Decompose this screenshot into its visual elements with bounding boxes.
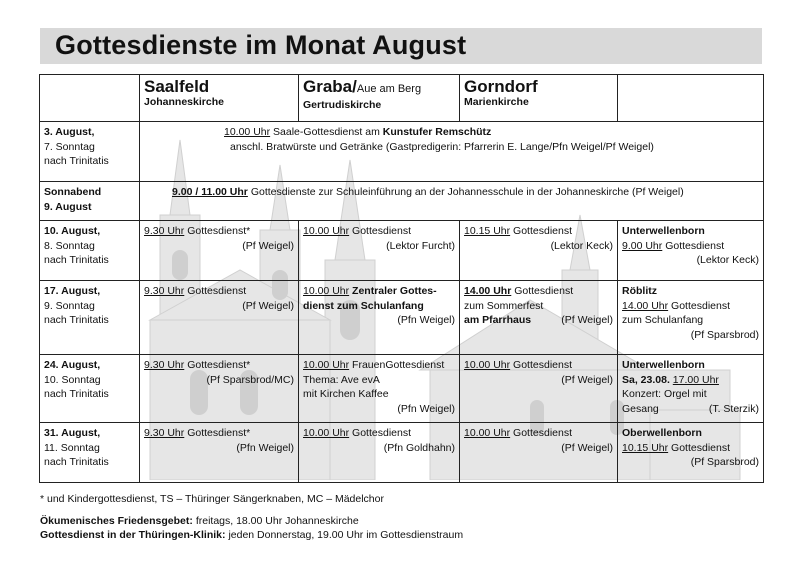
event-pastor: (Pf Weigel) bbox=[561, 373, 613, 386]
table-row bbox=[40, 423, 764, 483]
header-empty bbox=[40, 75, 140, 122]
event-pastor: (Pf Weigel) bbox=[561, 441, 613, 454]
event-text: Gottesdienst bbox=[513, 359, 572, 371]
gorndorf-cell bbox=[460, 221, 618, 281]
event-pastor: (Lektor Keck) bbox=[696, 254, 759, 266]
event-pastor: (Lektor Keck) bbox=[550, 239, 613, 252]
event-pastor: (Pf Sparsbrod/MC) bbox=[206, 373, 294, 386]
table-row bbox=[40, 221, 764, 281]
gorndorf-cell bbox=[460, 423, 618, 483]
event-text: Konzert: Orgel mit bbox=[622, 388, 707, 400]
event-day: Sa, 23.08. bbox=[622, 373, 670, 386]
header-extra bbox=[618, 75, 764, 122]
date: 10. August, bbox=[44, 225, 101, 237]
event-time: 10.00 Uhr bbox=[464, 359, 511, 371]
event-text: Gottesdienst bbox=[352, 427, 411, 439]
page-title: Gottesdienste im Monat August bbox=[55, 30, 467, 60]
note-text: jeden Donnerstag, 19.00 Uhr im Gottesdienstraum bbox=[228, 529, 464, 541]
event-text2: zum Schulanfang bbox=[622, 314, 704, 326]
event-time: 10.00 Uhr bbox=[303, 225, 350, 237]
event-time: 14.00 Uhr bbox=[622, 299, 669, 312]
event-time: 9.30 Uhr bbox=[144, 285, 185, 297]
date-sunday: 9. Sonntag bbox=[44, 299, 95, 312]
event-text3: mit Kirchen Kaffee bbox=[303, 388, 389, 400]
event-text: Gottesdienst bbox=[671, 441, 730, 454]
event-time: 9.30 Uhr bbox=[144, 225, 185, 237]
event-pastor: (Pf Sparsbrod) bbox=[690, 456, 759, 468]
event-title: Zentraler Gottes- bbox=[352, 285, 437, 297]
header-row bbox=[40, 75, 764, 122]
event-cell bbox=[140, 122, 764, 182]
graba-cell bbox=[299, 281, 460, 355]
event-place: Oberwellenborn bbox=[622, 427, 702, 439]
saalfeld-cell bbox=[140, 281, 299, 355]
event-place: Unterwellenborn bbox=[622, 359, 705, 371]
date-sunday: 7. Sonntag bbox=[44, 140, 95, 153]
note-klinik bbox=[40, 528, 463, 542]
date: 17. August, bbox=[44, 285, 101, 297]
event-pastor: (Pfn Goldhahn) bbox=[383, 441, 455, 454]
table-row bbox=[40, 355, 764, 423]
date-trinitatis: nach Trinitatis bbox=[44, 254, 109, 266]
event-time: 9.30 Uhr bbox=[144, 427, 185, 439]
table-row bbox=[40, 182, 764, 221]
extra-cell bbox=[618, 221, 764, 281]
event-time: 9.00 Uhr bbox=[622, 239, 663, 252]
event-text: Gottesdienst* bbox=[187, 225, 251, 237]
event-text: Gottesdienst bbox=[513, 225, 572, 237]
event-pastor: (Pfn Weigel) bbox=[397, 402, 455, 415]
note-label: Gottesdienst in der Thüringen-Klinik: bbox=[40, 529, 226, 541]
event-text: Gottesdienste zur Schuleinführung an der Johannesschule in der Johanneskirche (Pf Weigel) bbox=[250, 186, 684, 198]
header-graba bbox=[299, 75, 460, 122]
gorndorf-cell bbox=[460, 355, 618, 423]
date-cell bbox=[40, 122, 140, 182]
event-time: 10.00 Uhr bbox=[303, 359, 350, 371]
date-trinitatis: nach Trinitatis bbox=[44, 456, 109, 468]
event-place: Unterwellenborn bbox=[622, 225, 705, 237]
column-name: Gorndorf bbox=[464, 77, 538, 96]
event-pastor: (T. Sterzik) bbox=[708, 402, 759, 415]
note-label: Ökumenisches Friedensgebet: bbox=[40, 515, 193, 527]
header-gorndorf bbox=[460, 75, 618, 122]
column-church: Gertrudiskirche bbox=[303, 99, 382, 111]
event-text: FrauenGottesdienst bbox=[352, 359, 445, 371]
event-place: Kunstufer Remschütz bbox=[382, 126, 492, 138]
table-row bbox=[40, 122, 764, 182]
event-text: Gottesdienst bbox=[671, 299, 730, 312]
event-pastor: (Pfn Weigel) bbox=[236, 441, 294, 454]
schedule-table bbox=[39, 74, 764, 483]
event-pastor: (Lektor Furcht) bbox=[386, 239, 455, 252]
column-name: Saalfeld bbox=[144, 77, 210, 96]
event-title-2: dienst zum Schulanfang bbox=[303, 299, 424, 312]
date: 31. August, bbox=[44, 427, 101, 439]
date: 24. August, bbox=[44, 359, 101, 371]
event-text: Saale-Gottesdienst am bbox=[273, 126, 380, 138]
saalfeld-cell bbox=[140, 221, 299, 281]
note-friedensgebet bbox=[40, 514, 359, 528]
event-time: 10.00 Uhr bbox=[224, 126, 271, 138]
extra-cell bbox=[618, 423, 764, 483]
date-cell bbox=[40, 182, 140, 221]
graba-cell bbox=[299, 221, 460, 281]
event-pastor: (Pf Weigel) bbox=[561, 314, 613, 326]
event-time: 9.00 / 11.00 Uhr bbox=[172, 186, 248, 198]
graba-cell bbox=[299, 355, 460, 423]
header-saalfeld bbox=[140, 75, 299, 122]
event-pastor: (Pf Weigel) bbox=[242, 239, 294, 252]
event-time: 17.00 Uhr bbox=[672, 373, 719, 386]
event-time: 10.15 Uhr bbox=[622, 441, 669, 454]
event-text: Gottesdienst* bbox=[187, 359, 251, 371]
event-text2: Thema: Ave evA bbox=[303, 373, 380, 386]
event-text: Gottesdienst bbox=[514, 285, 574, 297]
event-pastor: (Pf Weigel) bbox=[242, 299, 294, 312]
event-time: 10.00 Uhr bbox=[303, 427, 350, 439]
event-place: Röblitz bbox=[622, 285, 657, 297]
event-pastor: (Pfn Weigel) bbox=[397, 314, 455, 326]
event-text2: Gesang bbox=[622, 402, 659, 415]
event-text2: anschl. Bratwürste und Getränke (Gastpredigerin: Pfarrerin E. Lange/Pfn Weigel/Pf Weigel) bbox=[230, 140, 654, 153]
date-line2: 9. August bbox=[44, 200, 92, 213]
date-sunday: 11. Sonntag bbox=[44, 441, 100, 454]
event-text2: zum Sommerfest bbox=[464, 299, 544, 312]
note-text: freitags, 18.00 Uhr Johanneskirche bbox=[195, 515, 359, 527]
gorndorf-cell bbox=[460, 281, 618, 355]
column-name: Graba/ bbox=[303, 77, 357, 96]
date-trinitatis: nach Trinitatis bbox=[44, 155, 109, 167]
event-text: Gottesdienst bbox=[513, 427, 572, 439]
event-text: Gottesdienst bbox=[187, 285, 247, 297]
title-bar bbox=[40, 28, 762, 64]
event-time: 10.15 Uhr bbox=[464, 225, 511, 237]
column-church: Marienkirche bbox=[464, 96, 529, 108]
table-row bbox=[40, 281, 764, 355]
date: 3. August, bbox=[44, 126, 95, 138]
column-suffix: Aue am Berg bbox=[356, 83, 422, 95]
event-time: 14.00 Uhr bbox=[464, 285, 512, 297]
event-text: Gottesdienst bbox=[352, 225, 411, 237]
event-pastor: (Pf Sparsbrod) bbox=[690, 328, 759, 341]
saalfeld-cell bbox=[140, 423, 299, 483]
event-cell bbox=[140, 182, 764, 221]
date-sunday: 10. Sonntag bbox=[44, 373, 101, 386]
event-text: Gottesdienst* bbox=[187, 427, 251, 439]
extra-cell bbox=[618, 281, 764, 355]
event-time: 10.00 Uhr bbox=[464, 427, 511, 439]
date-sunday: 8. Sonntag bbox=[44, 239, 95, 252]
date-cell bbox=[40, 423, 140, 483]
event-time: 10.00 Uhr bbox=[303, 285, 350, 297]
extra-cell bbox=[618, 355, 764, 423]
date-trinitatis: nach Trinitatis bbox=[44, 314, 109, 326]
column-church: Johanneskirche bbox=[144, 96, 224, 108]
event-place: am Pfarrhaus bbox=[464, 314, 532, 326]
date-trinitatis: nach Trinitatis bbox=[44, 388, 109, 400]
event-text: Gottesdienst bbox=[665, 239, 725, 252]
graba-cell bbox=[299, 423, 460, 483]
date-cell bbox=[40, 355, 140, 423]
footnote: * und Kindergottesdienst, TS – Thüringer Sängerknaben, MC – Mädelchor bbox=[40, 493, 384, 505]
date-cell bbox=[40, 281, 140, 355]
event-time: 9.30 Uhr bbox=[144, 359, 185, 371]
saalfeld-cell bbox=[140, 355, 299, 423]
date-cell bbox=[40, 221, 140, 281]
date: Sonnabend bbox=[44, 186, 102, 198]
